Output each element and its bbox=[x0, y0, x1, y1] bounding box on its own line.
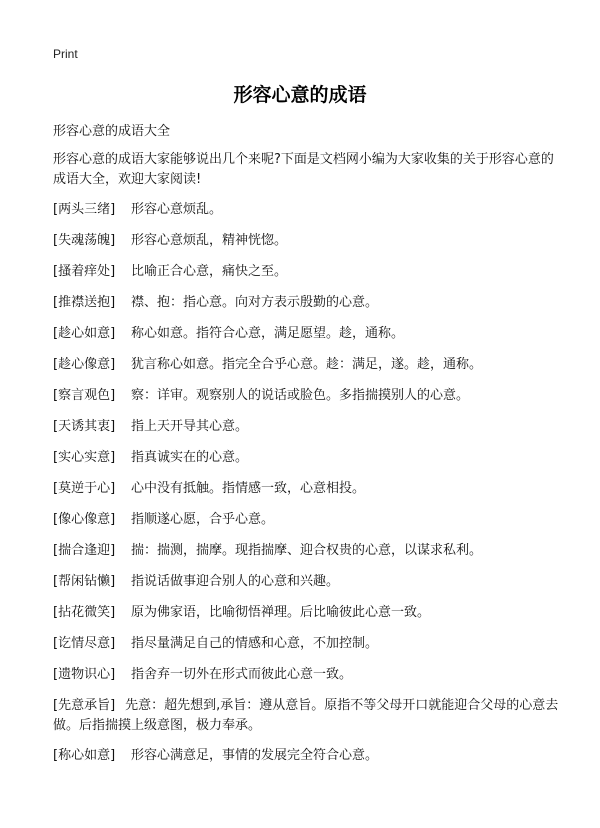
idiom-list bbox=[53, 200, 573, 777]
list-item bbox=[53, 603, 573, 623]
idiom-term: [趁心像意] bbox=[53, 357, 116, 372]
idiom-term: [推襟送抱] bbox=[53, 295, 116, 310]
list-item bbox=[53, 510, 573, 530]
list-item bbox=[53, 355, 573, 375]
idiom-term: [天诱其衷] bbox=[53, 419, 116, 434]
idiom-term: [失魂荡魄] bbox=[53, 233, 116, 248]
list-item bbox=[53, 417, 573, 437]
page-subtitle: 形容心意的成语大全 bbox=[53, 124, 171, 139]
idiom-definition: 先意：超先想到,承旨：遵从意旨。原指不等父母开口就能迎合父母的心意去做。后指揣摸上级意图，极力奉承。 bbox=[53, 698, 559, 733]
list-item bbox=[53, 541, 573, 561]
list-item bbox=[53, 479, 573, 499]
idiom-term: [搔着痒处] bbox=[53, 264, 116, 279]
page-title: 形容心意的成语 bbox=[233, 84, 367, 106]
idiom-definition: 指说话做事迎合别人的心意和兴趣。 bbox=[131, 574, 340, 589]
idiom-definition: 指尽量满足自己的情感和心意，不加控制。 bbox=[131, 636, 379, 651]
list-item bbox=[53, 386, 573, 406]
idiom-definition: 形容心满意足，事情的发展完全符合心意。 bbox=[131, 748, 379, 763]
list-item bbox=[53, 634, 573, 654]
intro-paragraph: 形容心意的成语大家能够说出几个来呢?下面是文档网小编为大家收集的关于形容心意的成语大全，欢迎大家阅读! bbox=[53, 152, 554, 187]
idiom-term: [像心像意] bbox=[53, 512, 116, 527]
idiom-definition: 指顺遂心愿，合乎心意。 bbox=[131, 512, 275, 527]
idiom-term: [趁心如意] bbox=[53, 326, 116, 341]
print-link[interactable]: Print bbox=[53, 47, 78, 61]
idiom-term: [察言观色] bbox=[53, 388, 116, 403]
list-item bbox=[53, 200, 573, 220]
list-item bbox=[53, 293, 573, 313]
idiom-term: [讫情尽意] bbox=[53, 636, 116, 651]
idiom-term: [称心如意] bbox=[53, 748, 116, 763]
idiom-term: [先意承旨] bbox=[53, 698, 116, 713]
idiom-term: [两头三绪] bbox=[53, 202, 116, 217]
idiom-term: [实心实意] bbox=[53, 450, 116, 465]
idiom-definition: 指上天开导其心意。 bbox=[131, 419, 249, 434]
idiom-definition: 犹言称心如意。指完全合乎心意。趁：满足，遂。趁，通称。 bbox=[131, 357, 483, 372]
list-item bbox=[53, 231, 573, 251]
list-item bbox=[53, 262, 573, 282]
idiom-definition: 察：详审。观察别人的说话或脸色。多指揣摸别人的心意。 bbox=[131, 388, 470, 403]
list-item bbox=[53, 572, 573, 592]
idiom-definition: 指舍弃一切外在形式而彼此心意一致。 bbox=[131, 667, 353, 682]
idiom-definition: 襟、抱：指心意。向对方表示殷勤的心意。 bbox=[131, 295, 379, 310]
idiom-definition: 比喻正合心意，痛快之至。 bbox=[131, 264, 288, 279]
list-item bbox=[53, 324, 573, 344]
list-item bbox=[53, 448, 573, 468]
idiom-term: [遗物识心] bbox=[53, 667, 116, 682]
list-item bbox=[53, 665, 573, 685]
idiom-definition: 指真诚实在的心意。 bbox=[131, 450, 249, 465]
list-item bbox=[53, 746, 573, 766]
idiom-term: [帮闲钻懒] bbox=[53, 574, 116, 589]
idiom-term: [莫逆于心] bbox=[53, 481, 116, 496]
idiom-term: [揣合逢迎] bbox=[53, 543, 116, 558]
list-item bbox=[53, 696, 573, 736]
idiom-definition: 称心如意。指符合心意，满足愿望。趁，通称。 bbox=[131, 326, 405, 341]
idiom-definition: 形容心意烦乱，精神恍惚。 bbox=[131, 233, 288, 248]
idiom-definition: 心中没有抵触。指情感一致，心意相投。 bbox=[131, 481, 366, 496]
idiom-definition: 原为佛家语，比喻彻悟禅理。后比喻彼此心意一致。 bbox=[131, 605, 431, 620]
idiom-term: [拈花微笑] bbox=[53, 605, 116, 620]
idiom-definition: 揣：揣测，揣摩。现指揣摩、迎合权贵的心意，以谋求私利。 bbox=[131, 543, 483, 558]
idiom-definition: 形容心意烦乱。 bbox=[131, 202, 223, 217]
